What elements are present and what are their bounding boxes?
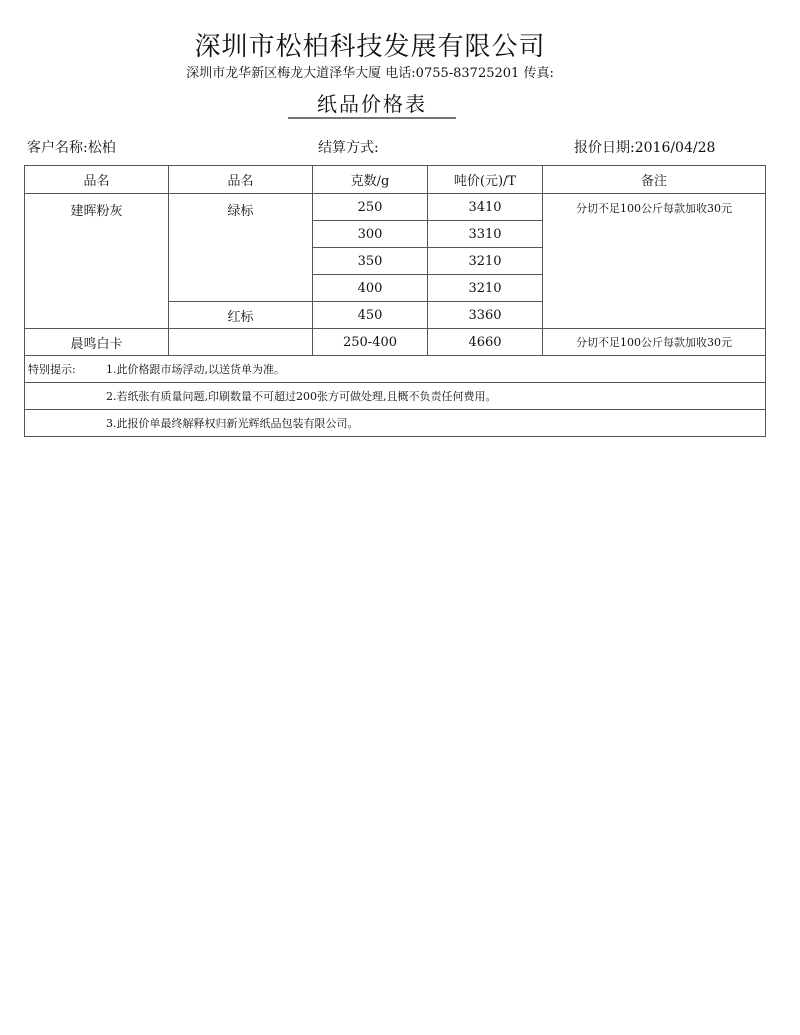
weight-cell: 450	[313, 302, 428, 329]
weight-cell: 250	[313, 194, 428, 221]
grade-cell: 红标	[169, 302, 313, 329]
price-cell: 3210	[428, 248, 543, 275]
company-name: 深圳市松柏科技发展有限公司	[194, 32, 546, 62]
product-name-cell: 建晖粉灰	[25, 194, 169, 329]
grade-cell: 绿标	[169, 194, 313, 302]
customer-name: 客户名称:松柏	[27, 140, 116, 156]
note-cell: 分切不足100公斤每款加收30元	[543, 194, 766, 329]
weight-cell: 400	[313, 275, 428, 302]
column-header-product: 品名	[25, 166, 169, 194]
price-table	[24, 165, 766, 437]
price-cell: 3310	[428, 221, 543, 248]
remark-cell	[25, 410, 766, 437]
quote-date: 报价日期:2016/04/28	[574, 140, 716, 156]
remark-item: 1.此价格跟市场浮动,以送货单为准。	[106, 363, 285, 376]
remark-item: 3.此报价单最终解释权归新光辉纸品包装有限公司。	[106, 417, 359, 430]
remark-row	[25, 356, 766, 383]
product-name-cell: 晨鸣白卡	[25, 329, 169, 356]
price-cell: 3410	[428, 194, 543, 221]
column-header-note: 备注	[543, 166, 766, 194]
table-header-row	[25, 166, 766, 194]
column-header-grade: 品名	[169, 166, 313, 194]
price-cell: 3210	[428, 275, 543, 302]
weight-cell: 300	[313, 221, 428, 248]
table-row	[25, 329, 766, 356]
remark-label: 特别提示:	[28, 363, 76, 376]
price-cell: 4660	[428, 329, 543, 356]
table-row	[25, 194, 766, 221]
price-cell: 3360	[428, 302, 543, 329]
company-address: 深圳市龙华新区梅龙大道泽华大厦 电话:0755-83725201 传真:	[186, 66, 554, 81]
column-header-weight: 克数/g	[313, 166, 428, 194]
document-title: 纸品价格表	[317, 92, 427, 116]
remark-cell	[25, 383, 766, 410]
title-underline	[288, 117, 456, 119]
weight-cell: 250-400	[313, 329, 428, 356]
remark-row	[25, 410, 766, 437]
remark-cell	[25, 356, 766, 383]
weight-cell: 350	[313, 248, 428, 275]
grade-cell	[169, 329, 313, 356]
note-cell: 分切不足100公斤每款加收30元	[543, 329, 766, 356]
column-header-price: 吨价(元)/T	[428, 166, 543, 194]
remark-row	[25, 383, 766, 410]
remark-item: 2.若纸张有质量问题,印刷数量不可超过200张方可做处理,且概不负责任何费用。	[106, 390, 497, 403]
payment-method: 结算方式:	[318, 140, 379, 156]
